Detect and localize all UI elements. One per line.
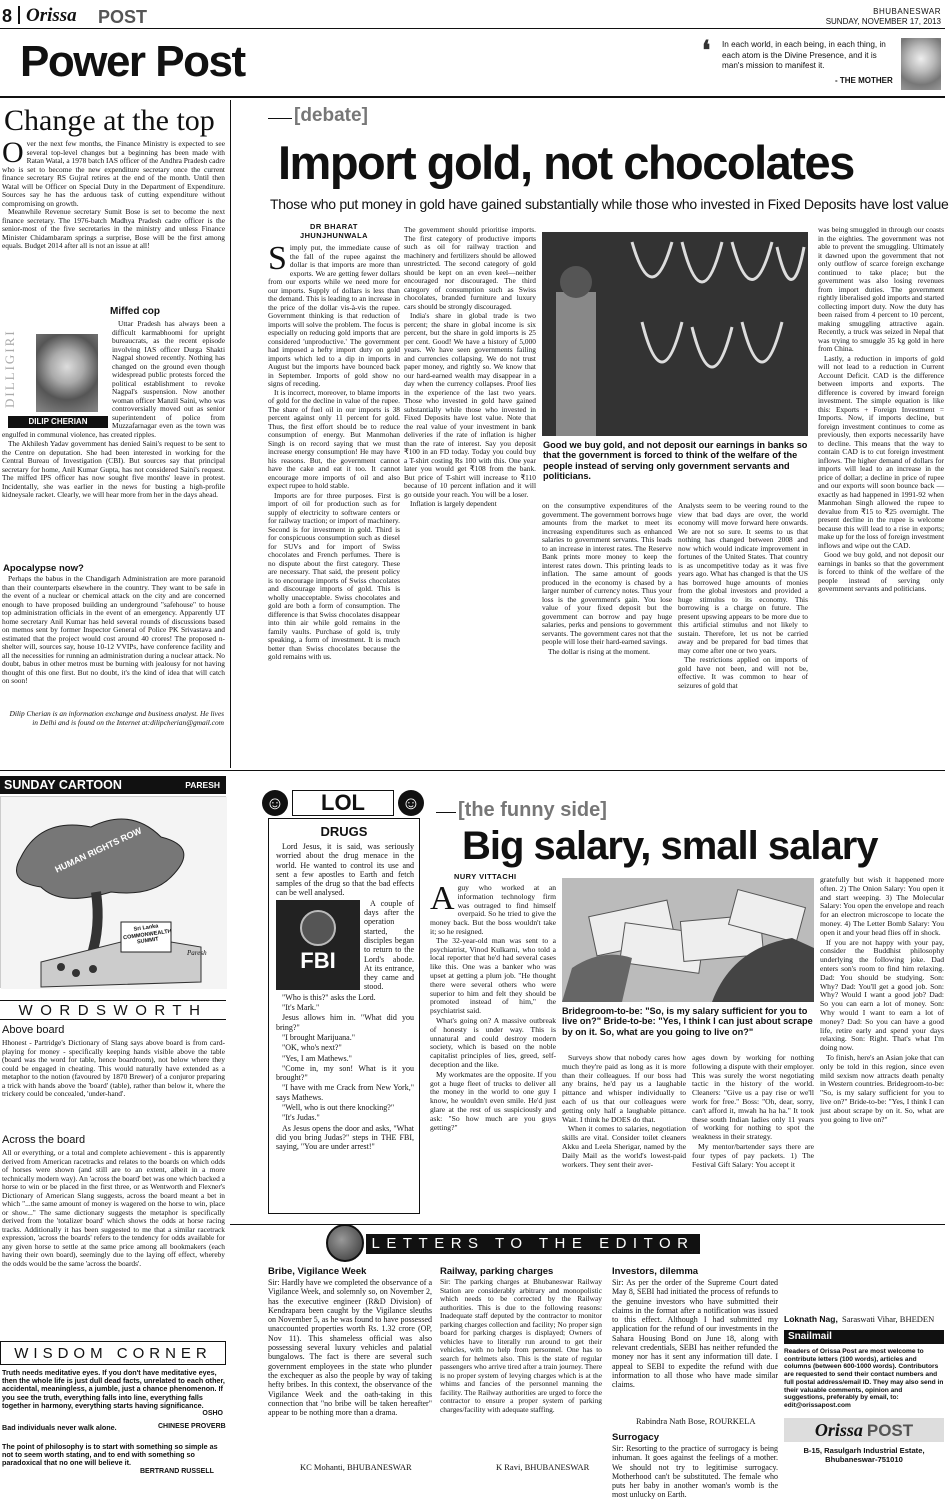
- wisdom-quote-2: Bad individuals never walk alone.: [2, 1423, 117, 1432]
- drop-cap: A: [430, 880, 455, 917]
- money-photo: [562, 878, 814, 1002]
- funny-headline: Big salary, small salary: [462, 824, 878, 868]
- page-header: [0, 0, 945, 30]
- funny-col-4: gratefully but wish it happened more often. 2) The Onion Salary: You open it and start weeping. 3) The Molecular Salary: You open the envelope and reach for an electron microscope to locate the money. 4) The Letter Bomb Salary: You open it and your head flies off in shock. If you are not happy with your pay, consider the Buddhist philosophy underlying the following joke. Dad enters son's room to find him relaxing. Dad: You should be studying. Son: Why? Dad: You'll get a good job. Son: Why? Would I want a good job? Dad: So you can earn a lot of money. Son: Why would I want to earn a lot of money? Dad: So you can have a good life, retire early and spend your days relaxing. Son: Right. That's what I'm doing now. To finish, here's an Asian joke that can only be told in this region, since even mild sexism now attracts death penalty in Western countries. Bridegroom-to-be: "So, is my salary sufficient for you to live on?" Bride-to-be: "Yes, I think I can just about scrape by on it. So, what are you going to live on?": [820, 875, 944, 1124]
- letter-3-text: Sir: As per the order of the Supreme Court dated May 8, SEBI had initiated the process of refunds to the genuine investors who have submitted their claims in the format after a notification was issued to this effect. Although I had submitted my application for the refund of our investments in the Sahara Housing Bond on June 18, along with relevant credentials, SEBI has neither refunded the money nor has it sent any information till date. I appeal to SEBI to expedite the refund with due information to all those who have made similar claims.: [612, 1278, 778, 1390]
- cartoon-box-label: Sri Lanka COMMONWEALTH SUMMIT: [122, 923, 172, 946]
- funny-col-2: Surveys show that nobody cares how much they're paid as long as it is more than their colleagues. If our boss had any brains, he'd pay us a laughable pittance and whisper individually to each of us that our colleagues were getting only half a laughable pittance. Wait. I think he DOES do that. When it comes to salaries, negotiation skills are vital. Consider toilet cleaners Akku and Leela Sherigar, named by the Daily Mail as the world's lowest-paid workers. They sent their aver-: [562, 1053, 686, 1169]
- funny-kicker: [the funny side]: [458, 799, 607, 821]
- kicker-rule-left: [436, 812, 456, 813]
- letter-3-head: Investors, dilemma: [612, 1266, 699, 1277]
- letter-1-head: Bribe, Vigilance Week: [268, 1266, 367, 1277]
- cartoon-panel: [0, 796, 226, 988]
- debate-col-3: on the consumptive expenditures of the government. The government borrows huge amounts from the market to meet its increasing expenditures such as enhanced salaries to government servants. This leads to an increase in interest rates. The Reserve Bank prints more money to keep the interest rates down. This printing leads to inflation. The same amount of goods produced in the economy is chased by a larger number of currency notes. Thus your loss is the government's gain. You lose value of your fixed deposit but the government can borrow and pay huge salaries, perks and pensions to government servants. The government cares not that the people will lose their hard-earned savings. The dollar is rising at the moment.: [542, 501, 672, 656]
- funny-photo-caption: Bridegroom-to-be: "So, is my salary sufficient for you to live on?" Bride-to-be: "Yes, I think I can just about scrape by on it. So, what are you going to live on?": [562, 1006, 813, 1037]
- apocalypse-head: Apocalypse now?: [3, 563, 84, 574]
- lol-subhead: DRUGS: [320, 824, 368, 839]
- fbi-label: FBI: [300, 947, 336, 973]
- miffed-paragraph-2: The Akhilesh Yadav government has denied Saini's request to be sent to the Centre on deputation. She had been interested in working for the Central Bureau of Investigation (CBI). But sources say that principal secretary for home, Anil Kumar Gupta, has not considered Saini's request. The miffed IPS officer has now sought five months' leave in protest. Incidentally, she was earlier in the news for busting a high-profile kidneysale racket. Clearly, we will hear more from her in the days ahead.: [2, 439, 225, 499]
- gold-jewellery-photo: [542, 232, 808, 436]
- header-rule: [0, 28, 945, 29]
- smiley-icon: ☺: [398, 790, 424, 816]
- city: BHUBANESWAR: [873, 7, 941, 16]
- letter-4-head: Surrogacy: [612, 1432, 659, 1443]
- funny-col-1: Aguy who worked at an information technology firm was outraged to find himself overpaid. So he tried to give the money back. But the boss wouldn't take it; so he resigned. The 32-year-old man was sent to a psychiatrist, Vinod Kulkarni, who told a local reporter that he'd had several cases like this. One was a banker who was upset at getting a plum job. "He thought there were several others who were superior to him and felt they should be promoted instead of him," the psychiatrist said. What's going on? A massive outbreak of honesty is under way. This is unnatural and could destroy modern society, which is based on the noble capitalist principles of lies, greed, self-deception and the like. My workmates are the opposite. If you got a huge fleet of trucks to deliver all the money in the world to one guy I know, he wouldn't even smile. He'd just glare at the rest of us suspiciously and ask: "So how much are you guys getting?": [430, 880, 556, 1132]
- paper-name-suffix: POST: [98, 7, 148, 27]
- letter-2-signature: K Ravi, BHUBANESWAR: [496, 1462, 590, 1472]
- wisdom-attr-2: CHINESE PROVERB: [158, 1423, 226, 1430]
- wordsworth-text-1: Hhonest - Partridge's Dictionary of Slang says above board is from card-playing for money - specifically keeping hands visible above the table (board was the word for table, hence boardroom), not below where they could be engaged in cheating. This would naturally have extended as a metaphor to the notion (favoured by 1870 Brewer) of a conjuror preparing a trick with hands above the 'board' (table), rather than below it, where the trickery could be concealed, 'under-hand'.: [2, 1038, 225, 1098]
- wordsworth-text-2: All or everything, or a total and complete achievement - this is apparently derived from American racetracks and relates to the boards on which odds of horses were shown (and still are to an extent, albeit in a more technically modern way). An 'across the board' bet was one which backed a horse to win or be placed in the first three, or as Wentworth and Flexner's Dictionary of American Slang suggests, across the board meant a bet in which "...the same amount of money is wagered on the horse to win, place or show..." The same dictionary suggests the metaphor is specifically derived from the 'totalizer board' which shows the odds at horse racing tracks. Additionally it has been suggested to me that a similar racetrack expression, 'across the boards' refers to the tendency for odds available for any given horse to settle at the same price among all bookmakers (each having their own board), seemingly due to the laying off effect, whereby the odds would be the same 'across the boards'.: [2, 1148, 225, 1268]
- wisdom-attr-3: BERTRAND RUSSELL: [140, 1468, 214, 1475]
- miffed-paragraph-1: Uttar Pradesh has always been a difficult karmabhoomi for upright bureaucrats, as the recent episode involving IAS officer Durga Shakti Nagpal showed recently. Nothing has changed on the ground even though widespread public protests forced the political establishment to revoke Nagpal's suspension. Now another woman officer Manzil Saini, who was controversially moved out as senior superintendent of police from Muzzafarnagar even as the town was engulfed in communal violence, has created ripples.: [2, 319, 225, 439]
- wisdom-quote-1: Truth needs meditative eyes. If you don't have meditative eyes, then the whole life is just dull dead facts, unrelated to each other, accidental, meaningless, a jumble, just a chance phenomenon. If you see the truth, everything falls into line, everything falls together in harmony, everything starts having significance.: [2, 1368, 225, 1410]
- funny-author: NURY VITTACHI: [454, 872, 517, 881]
- letters-title: LETTERS TO THE EDITOR: [371, 1235, 695, 1252]
- wordsworth-banner: [0, 1000, 226, 1020]
- author-name: DILIP CHERIAN: [8, 416, 108, 428]
- section-rule: [0, 96, 945, 98]
- snailmail-head: Snailmail: [784, 1330, 944, 1344]
- debate-col-2: The government should prioritise imports. The first category of productive imports such as oil for railway traction and machinery and fertilizers should be allowed unrestricted. The second category of gold should be kept on an even keel—neither encouraged nor discouraged. The third category of consumption such as Swiss chocolates, branded furniture and luxury cars should be strongly discouraged. India's share in global trade is two percent; the share in global income is six percent, but the share in gold imports is 25 per cent. Good! We have a history of 5,000 years. We have seen governments failing and currencies collapsing. We do not trust paper money, and rightly so. We know that our hard-earned wealth may disappear in a day when the currency collapses. Proof lies in the experience of the last two years. Those who invested in gold have gained substantially while those who invested in Fixed Deposits have lost value. Note that the real value of your investment in bank deliveries if the rate of inflation is higher than the rate of interest. Say you deposit ₹100 in an FD today. Today you could buy a T-shirt costing Rs 100 with this. One year later you would get ₹108 from the bank. But price of T-shirt will increase to ₹110 because of 10 percent inflation and it will go outside your reach. You will be a loser. Inflation is largely dependent: [404, 225, 536, 508]
- lol-text: Lord Jesus, it is said, was seriously worried about the drug menace in the world. He wanted to control its use and sent a few apostles to Earth and fetch samples of the drug so that the bad effects can be well analysed. FBI A couple of days after the operation started, the disciples began to return to the Lord's abode. At its entrance, they came and stood. "Who is this?" asks the Lord. "It's Mark." Jesus allows him in. "What did you bring?" "I brought Marijuana." "OK, who's next?" "Yes, I am Mathews." "Come in, my son! What is it you brought?" "I have with me Crack from New York," says Mathews. "Well, who is out there knocking?" "It's Judas." As Jesus opens the door and asks, "What did you bring Judas?" steps in THE FBI, saying, "You are under arrest!": [276, 842, 414, 1152]
- lol-title: LOL: [292, 790, 394, 816]
- debate-deck: Those who put money in gold have gained substantially while those who invested in Fixed Deposits have lost value: [270, 196, 949, 212]
- fbi-logo: [276, 900, 360, 990]
- miffed-head: Miffed cop: [110, 306, 160, 317]
- letters-banner: [366, 1234, 700, 1254]
- quote-attribution: - THE MOTHER: [835, 76, 893, 85]
- debate-col-4: Analysts seem to be veering round to the view that bad days are over, the world economy will move forward here onwards. We are not so sure. It seems to us that nothing has changed between 2008 and now which would indicate improvement in fortunes of the United States. That country is as uncompetitive today as it was five years ago. What has changed is that the US has borrowed huge amounts of monies from the global investors and provided a huge stimulus to its economy. This borrowing is a charge on future. The present upswing appears to be more due to this artificial stimulus and not likely to sustain. Therefore, let us not be carried away and be prepared for bad times that may come after one or two years. The restrictions applied on imports of gold have not been, and will not be, effective. It was common to hear of seizures of gold that: [678, 501, 808, 690]
- debate-col-1: Simply put, the immediate cause of the fall of the rupee against the dollar is that imports are more than exports. We are getting fewer dollars from our exports while we need more for our imports. Supply of dollars is less than the demand. This is leading to an increase in the price of the dollar vis-à-vis the rupee. Government thinking is that reduction of imports will solve the problem. The focus is especially on reducing gold imports that are considered 'unproductive.' The government had imposed a hefty import duty on gold imports which led to a dip in imports in August but the imports have bounced back in September. Imports of gold show no signs of receding. It is incorrect, moreover, to blame imports of gold for the decline in value of the rupee. The share of fuel oil in our imports is 38 percent against only 11 percent for gold. Thus, the first effort should be to reduce consumption of energy. But Manmohan Singh is on record saying that we must increase energy consumption! He may have his reasons. But, the government cannot have the cake and eat it too. It cannot encourage more imports of oil and also expect rupee to hold stable. Imports are for three purposes. First is import of oil for production such as for supply of electricity to software centers or for railway traction; or import of machinery. Second is for investment in gold. Third is for conspicuous consumption such as diesel for SUVs and for import of Swiss chocolates and French perfumes. There is no dispute about the first category. These are necessary. That said, the present policy is to encourage imports of Swiss chocolates and discourage imports of gold. This is wholly unacceptable. Swiss chocolates and gold are both a form of consumption. The difference is that Swiss chocolates disappear into thin air while gold remains in the family vaults. Purchase of gold is, truly speaking, a form of investment. It is much better than Swiss chocolates because the gold remains with us.: [268, 240, 400, 661]
- date: SUNDAY, NOVEMBER 17, 2013: [825, 17, 941, 26]
- section-title: Power Post: [20, 37, 245, 86]
- lol-header: [262, 790, 424, 820]
- footer-address: B-15, Rasulgarh Industrial Estate, Bhubaneswar-751010: [803, 1446, 925, 1464]
- letter-2-head: Railway, parking charges: [440, 1266, 554, 1277]
- column-divider: [230, 100, 231, 768]
- mid-rule: [0, 770, 945, 771]
- kicker-rule-left: [268, 118, 292, 119]
- page-number: 8: [2, 6, 13, 26]
- letter-1-signature: KC Mohanti, BHUBANESWAR: [300, 1462, 412, 1472]
- letters-pen-icon: [326, 1224, 364, 1262]
- snailmail-text: Readers of Orissa Post are most welcome to contribute letters (100 words), articles and columns (between 600-1000 words). Contributors are requested to send their contact numbers and full postal address/email ID. They may also send in their valuable comments, opinion and suggestions, preferably by email, to: edit@orissapost.com: [784, 1348, 944, 1409]
- wordsworth-head-2: Across the board: [2, 1134, 86, 1146]
- letter-2-text: Sir: The parking charges at Bhubaneswar Railway Station are considerably arbitrary and monopolistic which needs to be corrected by the Railway authorities. This is due to the following reasons: Inadequate staff deputed by the contractor to monitor parking charges collection and facility; No proper sign board for parking charges is displayed; Owners of vehicles have to literally run around to get their vehicles, with no help from personnel. One has to search for helmets also. This is the state of regular passengers who arrive tired after a train journey. There is no proper system of levying charges which is at the whims and fancies of the personnel manning the facility. The Railway authorities are urged to force the contractor to ensure a proper system of parking charges/facility with adequate staffing.: [440, 1277, 602, 1414]
- header-divider: [18, 6, 20, 24]
- drop-cap: O: [2, 136, 24, 169]
- letter-1-text: Sir: Hardly have we completed the observance of a Vigilance Week, and solemnly so, on November 2, has the executive engineer (R&D Division) of Kendrapara been caught by the Vigilance sleuths on November 5, as he was found to have possessed unaccounted properties worth Rs. 1.32 crore (OP, Nov 11). This shameless official was also possessing several luxury vehicles and palatial bungalows. The fact is there are several such government employees in the state who plunder the exchequer as also the people by way of taking hefty bribes. In this context, the observance of the Vigilance Week and the oath-taking in this connection that "no bribe will be taken hereafter" appear to be nothing more than a drama.: [268, 1278, 432, 1418]
- wordsworth-title: WORDSWORTH: [18, 1002, 208, 1019]
- letter-3-signature: Rabindra Nath Bose, ROURKELA: [636, 1416, 756, 1426]
- letter-4-text-a: Sir: Resorting to the practice of surrogacy is being inhuman. It goes against the feelings of a mother. We should not try to legitimise surrogacy. Motherhood can't be substituted. The female who puts her baby in another woman's womb is the most unlucky on Earth.: [612, 1444, 778, 1500]
- cartoon-cloud-label: HUMAN RIGHTS ROW: [53, 825, 144, 875]
- debate-headline: Import gold, not chocolates: [278, 136, 854, 189]
- wisdom-attr-1: OSHO: [202, 1410, 223, 1417]
- the-mother-portrait: [901, 38, 941, 90]
- apocalypse-text: Perhaps the babus in the Chandigarh Administration are more paranoid than their counterparts elsewhere in the country. They want to be safe in the event of a nuclear or chemical attack on the city and are concerned enough to have proposed building an underground "safehouse" to house top administration officials in the event of an emergency. Apparently UT home secretary Anil Kumar has held several rounds of discussions based on memos sent by former Inspector General of Police PK Srivastava and estimated that the project would cost around 40 crores! The proposed n-shelter will, sources say, house 10-12 VVIPs, have conference facility and all the necessities for running an administration during a nuclear attack. No doubt, babus in other metros must be burning with jealousy for not having thought of this one first. But no doubt, it's the kind of idea that will catch on soon!: [2, 574, 225, 685]
- letter-4-place: Saraswati Vihar, BHEDEN: [842, 1314, 935, 1324]
- paper-name: Orissa: [26, 5, 77, 26]
- intro-text: ver the next few months, the Finance Ministry is expected to see several top-level changes but a beginning has been made with Ratan Watal, a 1978 batch IAS officer of the Andhra Pradesh cadre who is set to become the new expenditure secretary once the current finance secretary RS Gujral retires at the end of the month. Until then Watal will be Officer on Special Duty in the Department of Expenditure. Sources say he has the arduous task of cutting expenditure without compromising on growth.: [2, 139, 225, 208]
- wisdom-quote-3: The point of philosophy is to start with something so simple as not to seem worth stating, and to end with something so paradoxical that no one will believe it.: [2, 1442, 218, 1468]
- cartoon-signature: Paresh: [187, 949, 207, 957]
- quote-icon: ❛: [702, 36, 711, 65]
- debate-author: DR BHARAT JHUNJHUNWALA: [299, 222, 368, 240]
- column-footer: Dilip Cherian is an information exchange and business analyst. He lives in Delhi and is found on the Internet at:dilipcherian@gmail.com: [9, 709, 224, 727]
- funny-col-3: ages down by working for nothing following a dispute with their employer. This was surely the worst negotiating tactic in the history of the world. Cleaners: "Give us a pay rise or we'll work for free." Boss: "Oh, dear, sorry, can't afford it, mwah ha ha ha." It took these south Indian ladies only 11 years of working for nothing to spot the weakness in their strategy. My mentor/bartender says there are four types of pay packets. 1) The Festival Gift Salary: You accept it: [692, 1053, 814, 1169]
- cartoon-artist: PARESH: [185, 780, 220, 790]
- cartoon-header: [0, 776, 226, 794]
- column-tag: DILLIGIRI: [2, 329, 17, 408]
- wordsworth-head-1: Above board: [2, 1024, 65, 1036]
- cartoon-title: SUNDAY CARTOON: [4, 778, 122, 792]
- wisdom-title: WISDOM CORNER: [14, 1345, 212, 1362]
- miffed-text: [2, 320, 225, 556]
- cartoon-drawing: [1, 797, 227, 989]
- change-intro: [2, 136, 225, 298]
- debate-photo-caption: Good we buy gold, and not deposit our earnings in banks so that the government is forced to think of the welfare of the people instead of serving only government servants and politicians.: [543, 440, 808, 481]
- column-title: Change at the top: [4, 104, 215, 137]
- intro-paragraph-2: Meanwhile Revenue secretary Sumit Bose is set to become the next finance secretary. The 1976-batch Madhya Pradesh cadre officer is the senior-most of the five secretaries in the ministry and unless Finance Minister Chidambaram springs a surprise, Bose will be the first among equals. Budget 2014 after all is not an issue at all!: [2, 207, 225, 250]
- footer-logo: Orissa POST: [784, 1418, 944, 1442]
- debate-kicker: [debate]: [294, 105, 368, 126]
- debate-col-5: was being smuggled in through our coasts in the eighties. The government was not able to prevent the smuggling. Ultimately it dawned upon the government that not only outflow of scarce foreign exchange continued to take place; but the government was also losing revenues from import duties. The government rightly liberalised gold imports and started collecting import duty. Now the duty has been raised from 4 percent to 10 percent, making smuggling attractive again. Recently, a truck was seized in Nepal that was trying to smuggle 35 kg gold in here from China. Lastly, a reduction in imports of gold will not lead to a reduction in Current Account Deficit. CAD is the difference between imports and exports. The difference is covered by inward foreign investment. The simple equation is like this: Exports + Foreign Investment = Imports. Now, if imports decline, but foreign investment continues to come as previously, then exports necessarily have to decline. This means that the way to contain CAD is to cut foreign investment inflows. The higher demand of dollars for imports will lead to an increase in the price of dollar; a decline in price of rupee and our exports will soon bounce back — exactly as had happened in 1991-92 when Manmohan Singh allowed the rupee to devalue from ₹15 to ₹25 overnight. The present decline in the rupee is welcome because this will lead to a rise in exports; make up for the loss of foreign investment inflows and wipe out the CAD. Good we buy gold, and not deposit our earnings in banks so that the government is forced to think of the welfare of the people instead of serving only government servants and politicians.: [818, 225, 944, 593]
- drop-cap: S: [268, 240, 287, 277]
- letter-4-signature: Loknath Nag,: [784, 1314, 838, 1324]
- wisdom-banner: [0, 1341, 226, 1365]
- quote-text: In each world, in each being, in each thing, in each atom is the Divine Presence, and it is man's mission to manifest it.: [722, 40, 886, 70]
- smiley-icon: ☺: [262, 790, 288, 816]
